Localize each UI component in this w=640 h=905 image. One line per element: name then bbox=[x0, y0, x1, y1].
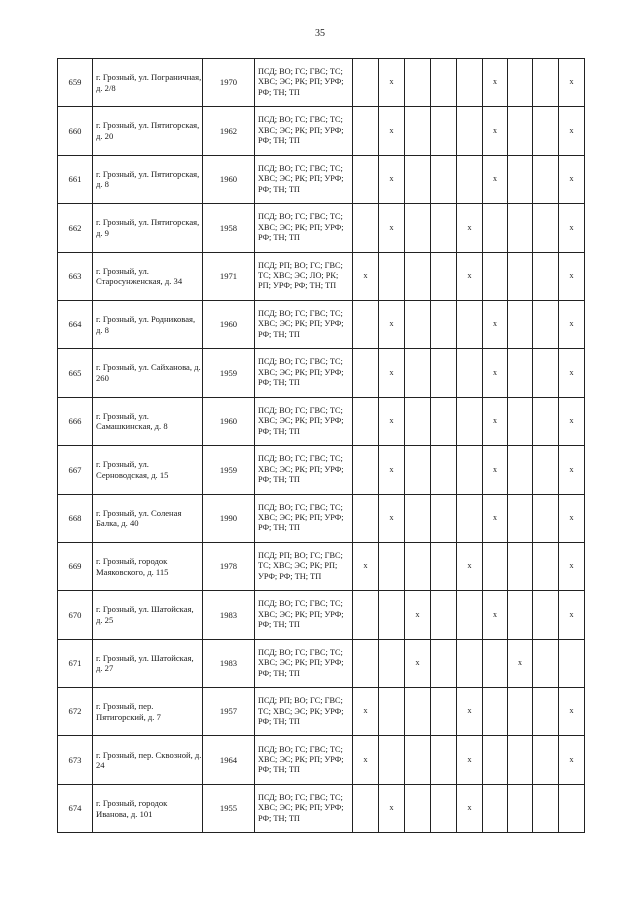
mark-cell bbox=[431, 688, 457, 736]
year-cell: 1971 bbox=[203, 252, 255, 300]
year-cell: 1978 bbox=[203, 542, 255, 590]
systems-cell: ПСД; ВО; ГС; ГВС; ТС; ХВС; ЭС; РК; РП; УРФ; РФ; ТН; ТП bbox=[255, 349, 353, 397]
mark-cell bbox=[533, 349, 559, 397]
table-row bbox=[58, 688, 585, 736]
row-number-cell: 669 bbox=[58, 542, 93, 590]
mark-cell bbox=[457, 155, 483, 203]
systems-cell: ПСД; ВО; ГС; ГВС; ТС; ХВС; ЭС; РК; РП; УРФ; РФ; ТН; ТП bbox=[255, 736, 353, 784]
address-cell: г. Грозный, ул. Пятигорская, д. 20 bbox=[93, 107, 203, 155]
mark-cell bbox=[431, 252, 457, 300]
mark-cell: х bbox=[457, 252, 483, 300]
mark-cell bbox=[431, 591, 457, 639]
table-row bbox=[58, 349, 585, 397]
page-number: 35 bbox=[315, 28, 325, 39]
table-row bbox=[58, 300, 585, 348]
mark-cell bbox=[405, 300, 431, 348]
address-cell: г. Грозный, ул. Шатойская, д. 27 bbox=[93, 639, 203, 687]
year-cell: 1958 bbox=[203, 204, 255, 252]
table-row bbox=[58, 542, 585, 590]
mark-cell bbox=[457, 494, 483, 542]
mark-cell bbox=[533, 736, 559, 784]
mark-cell bbox=[508, 397, 533, 445]
systems-cell: ПСД; ВО; ГС; ГВС; ТС; ХВС; ЭС; РК; РП; УРФ; РФ; ТН; ТП bbox=[255, 59, 353, 107]
mark-cell: х bbox=[353, 736, 379, 784]
mark-cell: х bbox=[379, 397, 405, 445]
row-number-cell: 673 bbox=[58, 736, 93, 784]
address-cell: г. Грозный, ул. Пятигорская, д. 9 bbox=[93, 204, 203, 252]
mark-cell: х bbox=[483, 155, 508, 203]
systems-cell: ПСД; ВО; ГС; ГВС; ТС; ХВС; ЭС; РК; РП; УРФ; РФ; ТН; ТП bbox=[255, 107, 353, 155]
year-cell: 1990 bbox=[203, 494, 255, 542]
mark-cell: х bbox=[559, 349, 585, 397]
mark-cell: х bbox=[559, 542, 585, 590]
year-cell: 1960 bbox=[203, 155, 255, 203]
address-cell: г. Грозный, пер. Сквозной, д. 24 bbox=[93, 736, 203, 784]
mark-cell: х bbox=[483, 494, 508, 542]
mark-cell bbox=[431, 204, 457, 252]
mark-cell bbox=[431, 446, 457, 494]
row-number-cell: 665 bbox=[58, 349, 93, 397]
row-number-cell: 668 bbox=[58, 494, 93, 542]
row-number-cell: 659 bbox=[58, 59, 93, 107]
mark-cell bbox=[405, 688, 431, 736]
mark-cell: х bbox=[483, 591, 508, 639]
mark-cell bbox=[533, 59, 559, 107]
mark-cell bbox=[457, 639, 483, 687]
mark-cell bbox=[533, 252, 559, 300]
mark-cell bbox=[353, 107, 379, 155]
row-number-cell: 674 bbox=[58, 784, 93, 832]
mark-cell bbox=[405, 59, 431, 107]
mark-cell bbox=[457, 349, 483, 397]
address-cell: г. Грозный, городок Маяковского, д. 115 bbox=[93, 542, 203, 590]
systems-cell: ПСД; ВО; ГС; ГВС; ТС; ХВС; ЭС; РК; РП; УРФ; РФ; ТН; ТП bbox=[255, 784, 353, 832]
mark-cell bbox=[405, 204, 431, 252]
table-row bbox=[58, 107, 585, 155]
address-cell: г. Грозный, ул. Сайханова, д. 260 bbox=[93, 349, 203, 397]
mark-cell: х bbox=[559, 155, 585, 203]
mark-cell bbox=[353, 639, 379, 687]
systems-cell: ПСД; ВО; ГС; ГВС; ТС; ХВС; ЭС; РК; РП; УРФ; РФ; ТН; ТП bbox=[255, 397, 353, 445]
address-cell: г. Грозный, пер. Пятигорский, д. 7 bbox=[93, 688, 203, 736]
mark-cell: х bbox=[559, 397, 585, 445]
mark-cell bbox=[431, 300, 457, 348]
mark-cell bbox=[405, 446, 431, 494]
year-cell: 1960 bbox=[203, 397, 255, 445]
mark-cell bbox=[431, 397, 457, 445]
mark-cell bbox=[353, 397, 379, 445]
mark-cell bbox=[379, 591, 405, 639]
mark-cell bbox=[508, 446, 533, 494]
address-cell: г. Грозный, ул. Шатойская, д. 25 bbox=[93, 591, 203, 639]
mark-cell bbox=[431, 107, 457, 155]
mark-cell bbox=[508, 688, 533, 736]
address-cell: г. Грозный, ул. Пограничная, д. 2/8 bbox=[93, 59, 203, 107]
mark-cell bbox=[508, 494, 533, 542]
systems-cell: ПСД; ВО; ГС; ГВС; ТС; ХВС; ЭС; РК; РП; УРФ; РФ; ТН; ТП bbox=[255, 591, 353, 639]
row-number-cell: 664 bbox=[58, 300, 93, 348]
mark-cell: х bbox=[457, 542, 483, 590]
table-row bbox=[58, 446, 585, 494]
mark-cell bbox=[533, 542, 559, 590]
year-cell: 1970 bbox=[203, 59, 255, 107]
row-number-cell: 671 bbox=[58, 639, 93, 687]
mark-cell: х bbox=[379, 494, 405, 542]
year-cell: 1983 bbox=[203, 639, 255, 687]
systems-cell: ПСД; ВО; ГС; ГВС; ТС; ХВС; ЭС; РК; РП; УРФ; РФ; ТН; ТП bbox=[255, 204, 353, 252]
mark-cell bbox=[533, 639, 559, 687]
mark-cell bbox=[508, 591, 533, 639]
mark-cell bbox=[483, 204, 508, 252]
row-number-cell: 660 bbox=[58, 107, 93, 155]
mark-cell: х bbox=[379, 300, 405, 348]
mark-cell bbox=[457, 397, 483, 445]
mark-cell bbox=[353, 591, 379, 639]
mark-cell bbox=[457, 59, 483, 107]
row-number-cell: 663 bbox=[58, 252, 93, 300]
mark-cell bbox=[508, 252, 533, 300]
mark-cell bbox=[457, 300, 483, 348]
mark-cell bbox=[431, 542, 457, 590]
address-cell: г. Грозный, ул. Серноводская, д. 15 bbox=[93, 446, 203, 494]
mark-cell bbox=[379, 688, 405, 736]
mark-cell bbox=[508, 300, 533, 348]
mark-cell bbox=[483, 784, 508, 832]
table-row bbox=[58, 59, 585, 107]
mark-cell bbox=[533, 446, 559, 494]
table-row bbox=[58, 784, 585, 832]
mark-cell bbox=[431, 155, 457, 203]
year-cell: 1959 bbox=[203, 446, 255, 494]
mark-cell: х bbox=[559, 252, 585, 300]
address-cell: г. Грозный, ул. Старосунженская, д. 34 bbox=[93, 252, 203, 300]
mark-cell bbox=[405, 784, 431, 832]
year-cell: 1983 bbox=[203, 591, 255, 639]
mark-cell: х bbox=[457, 736, 483, 784]
mark-cell bbox=[353, 349, 379, 397]
mark-cell bbox=[379, 736, 405, 784]
mark-cell: х bbox=[483, 397, 508, 445]
table-row bbox=[58, 591, 585, 639]
mark-cell bbox=[405, 155, 431, 203]
mark-cell bbox=[508, 349, 533, 397]
mark-cell bbox=[508, 107, 533, 155]
mark-cell bbox=[431, 736, 457, 784]
systems-cell: ПСД; ВО; ГС; ГВС; ТС; ХВС; ЭС; РК; РП; УРФ; РФ; ТН; ТП bbox=[255, 446, 353, 494]
mark-cell: х bbox=[379, 59, 405, 107]
mark-cell: х bbox=[483, 300, 508, 348]
mark-cell: х bbox=[457, 688, 483, 736]
mark-cell bbox=[533, 204, 559, 252]
table-row bbox=[58, 397, 585, 445]
mark-cell: х bbox=[483, 59, 508, 107]
mark-cell: х bbox=[483, 107, 508, 155]
year-cell: 1964 bbox=[203, 736, 255, 784]
mark-cell bbox=[483, 252, 508, 300]
mark-cell: х bbox=[379, 349, 405, 397]
row-number-cell: 662 bbox=[58, 204, 93, 252]
mark-cell: х bbox=[483, 446, 508, 494]
systems-cell: ПСД; РП; ВО; ГС; ГВС; ТС; ХВС; ЭС; ЛО; РК; РП; УРФ; РФ; ТН; ТП bbox=[255, 252, 353, 300]
systems-cell: ПСД; ВО; ГС; ГВС; ТС; ХВС; ЭС; РК; РП; УРФ; РФ; ТН; ТП bbox=[255, 300, 353, 348]
table-row bbox=[58, 639, 585, 687]
mark-cell bbox=[533, 494, 559, 542]
mark-cell: х bbox=[483, 349, 508, 397]
mark-cell bbox=[353, 59, 379, 107]
mark-cell: х bbox=[405, 639, 431, 687]
mark-cell bbox=[353, 446, 379, 494]
year-cell: 1959 bbox=[203, 349, 255, 397]
mark-cell bbox=[405, 107, 431, 155]
mark-cell bbox=[533, 107, 559, 155]
row-number-cell: 670 bbox=[58, 591, 93, 639]
mark-cell bbox=[353, 494, 379, 542]
mark-cell bbox=[559, 784, 585, 832]
mark-cell bbox=[483, 688, 508, 736]
mark-cell: х bbox=[559, 107, 585, 155]
systems-cell: ПСД; РП; ВО; ГС; ГВС; ТС; ХВС; ЭС; РК; РП; УРФ; РФ; ТН; ТП bbox=[255, 542, 353, 590]
year-cell: 1955 bbox=[203, 784, 255, 832]
mark-cell: х bbox=[559, 494, 585, 542]
mark-cell: х bbox=[559, 591, 585, 639]
mark-cell: х bbox=[559, 204, 585, 252]
row-number-cell: 667 bbox=[58, 446, 93, 494]
mark-cell bbox=[533, 591, 559, 639]
mark-cell: х bbox=[353, 252, 379, 300]
systems-cell: ПСД; ВО; ГС; ГВС; ТС; ХВС; ЭС; РК; РП; УРФ; РФ; ТН; ТП bbox=[255, 639, 353, 687]
mark-cell bbox=[457, 446, 483, 494]
mark-cell bbox=[405, 542, 431, 590]
mark-cell bbox=[353, 204, 379, 252]
table-row bbox=[58, 494, 585, 542]
mark-cell: х bbox=[353, 542, 379, 590]
row-number-cell: 672 bbox=[58, 688, 93, 736]
mark-cell bbox=[483, 639, 508, 687]
mark-cell bbox=[431, 59, 457, 107]
mark-cell: х bbox=[379, 204, 405, 252]
mark-cell: х bbox=[559, 300, 585, 348]
mark-cell bbox=[508, 736, 533, 784]
mark-cell: х bbox=[559, 59, 585, 107]
registry-table bbox=[57, 58, 585, 833]
mark-cell bbox=[431, 349, 457, 397]
mark-cell bbox=[533, 688, 559, 736]
row-number-cell: 661 bbox=[58, 155, 93, 203]
mark-cell bbox=[457, 107, 483, 155]
mark-cell bbox=[405, 736, 431, 784]
mark-cell bbox=[559, 639, 585, 687]
address-cell: г. Грозный, ул. Соленая Балка, д. 40 bbox=[93, 494, 203, 542]
address-cell: г. Грозный, городок Иванова, д. 101 bbox=[93, 784, 203, 832]
mark-cell bbox=[405, 494, 431, 542]
systems-cell: ПСД; ВО; ГС; ГВС; ТС; ХВС; ЭС; РК; РП; УРФ; РФ; ТН; ТП bbox=[255, 155, 353, 203]
table-row bbox=[58, 155, 585, 203]
row-number-cell: 666 bbox=[58, 397, 93, 445]
table-row bbox=[58, 252, 585, 300]
mark-cell bbox=[353, 784, 379, 832]
mark-cell bbox=[405, 397, 431, 445]
year-cell: 1962 bbox=[203, 107, 255, 155]
mark-cell bbox=[508, 784, 533, 832]
mark-cell bbox=[379, 542, 405, 590]
mark-cell bbox=[508, 155, 533, 203]
mark-cell bbox=[405, 252, 431, 300]
mark-cell bbox=[508, 59, 533, 107]
mark-cell: х bbox=[559, 688, 585, 736]
address-cell: г. Грозный, ул. Самашкинская, д. 8 bbox=[93, 397, 203, 445]
mark-cell bbox=[379, 252, 405, 300]
systems-cell: ПСД; РП; ВО; ГС; ГВС; ТС; ХВС; ЭС; РК; УРФ; РФ; ТН; ТП bbox=[255, 688, 353, 736]
address-cell: г. Грозный, ул. Пятигорская, д. 8 bbox=[93, 155, 203, 203]
mark-cell bbox=[431, 494, 457, 542]
mark-cell bbox=[405, 349, 431, 397]
mark-cell: х bbox=[457, 204, 483, 252]
mark-cell: х bbox=[559, 446, 585, 494]
mark-cell bbox=[379, 639, 405, 687]
mark-cell bbox=[533, 784, 559, 832]
table-row bbox=[58, 204, 585, 252]
address-cell: г. Грозный, ул. Родниковая, д. 8 bbox=[93, 300, 203, 348]
mark-cell: х bbox=[379, 446, 405, 494]
mark-cell: х bbox=[353, 688, 379, 736]
mark-cell bbox=[431, 639, 457, 687]
mark-cell: х bbox=[379, 107, 405, 155]
year-cell: 1957 bbox=[203, 688, 255, 736]
mark-cell: х bbox=[457, 784, 483, 832]
mark-cell bbox=[353, 300, 379, 348]
mark-cell bbox=[533, 300, 559, 348]
mark-cell bbox=[533, 397, 559, 445]
table-row bbox=[58, 736, 585, 784]
systems-cell: ПСД; ВО; ГС; ГВС; ТС; ХВС; ЭС; РК; РП; УРФ; РФ; ТН; ТП bbox=[255, 494, 353, 542]
mark-cell bbox=[457, 591, 483, 639]
mark-cell bbox=[533, 155, 559, 203]
mark-cell bbox=[431, 784, 457, 832]
mark-cell: х bbox=[379, 784, 405, 832]
mark-cell: х bbox=[559, 736, 585, 784]
mark-cell: х bbox=[508, 639, 533, 687]
mark-cell bbox=[483, 736, 508, 784]
year-cell: 1960 bbox=[203, 300, 255, 348]
mark-cell bbox=[353, 155, 379, 203]
mark-cell bbox=[508, 542, 533, 590]
mark-cell bbox=[508, 204, 533, 252]
mark-cell: х bbox=[379, 155, 405, 203]
mark-cell: х bbox=[405, 591, 431, 639]
mark-cell bbox=[483, 542, 508, 590]
